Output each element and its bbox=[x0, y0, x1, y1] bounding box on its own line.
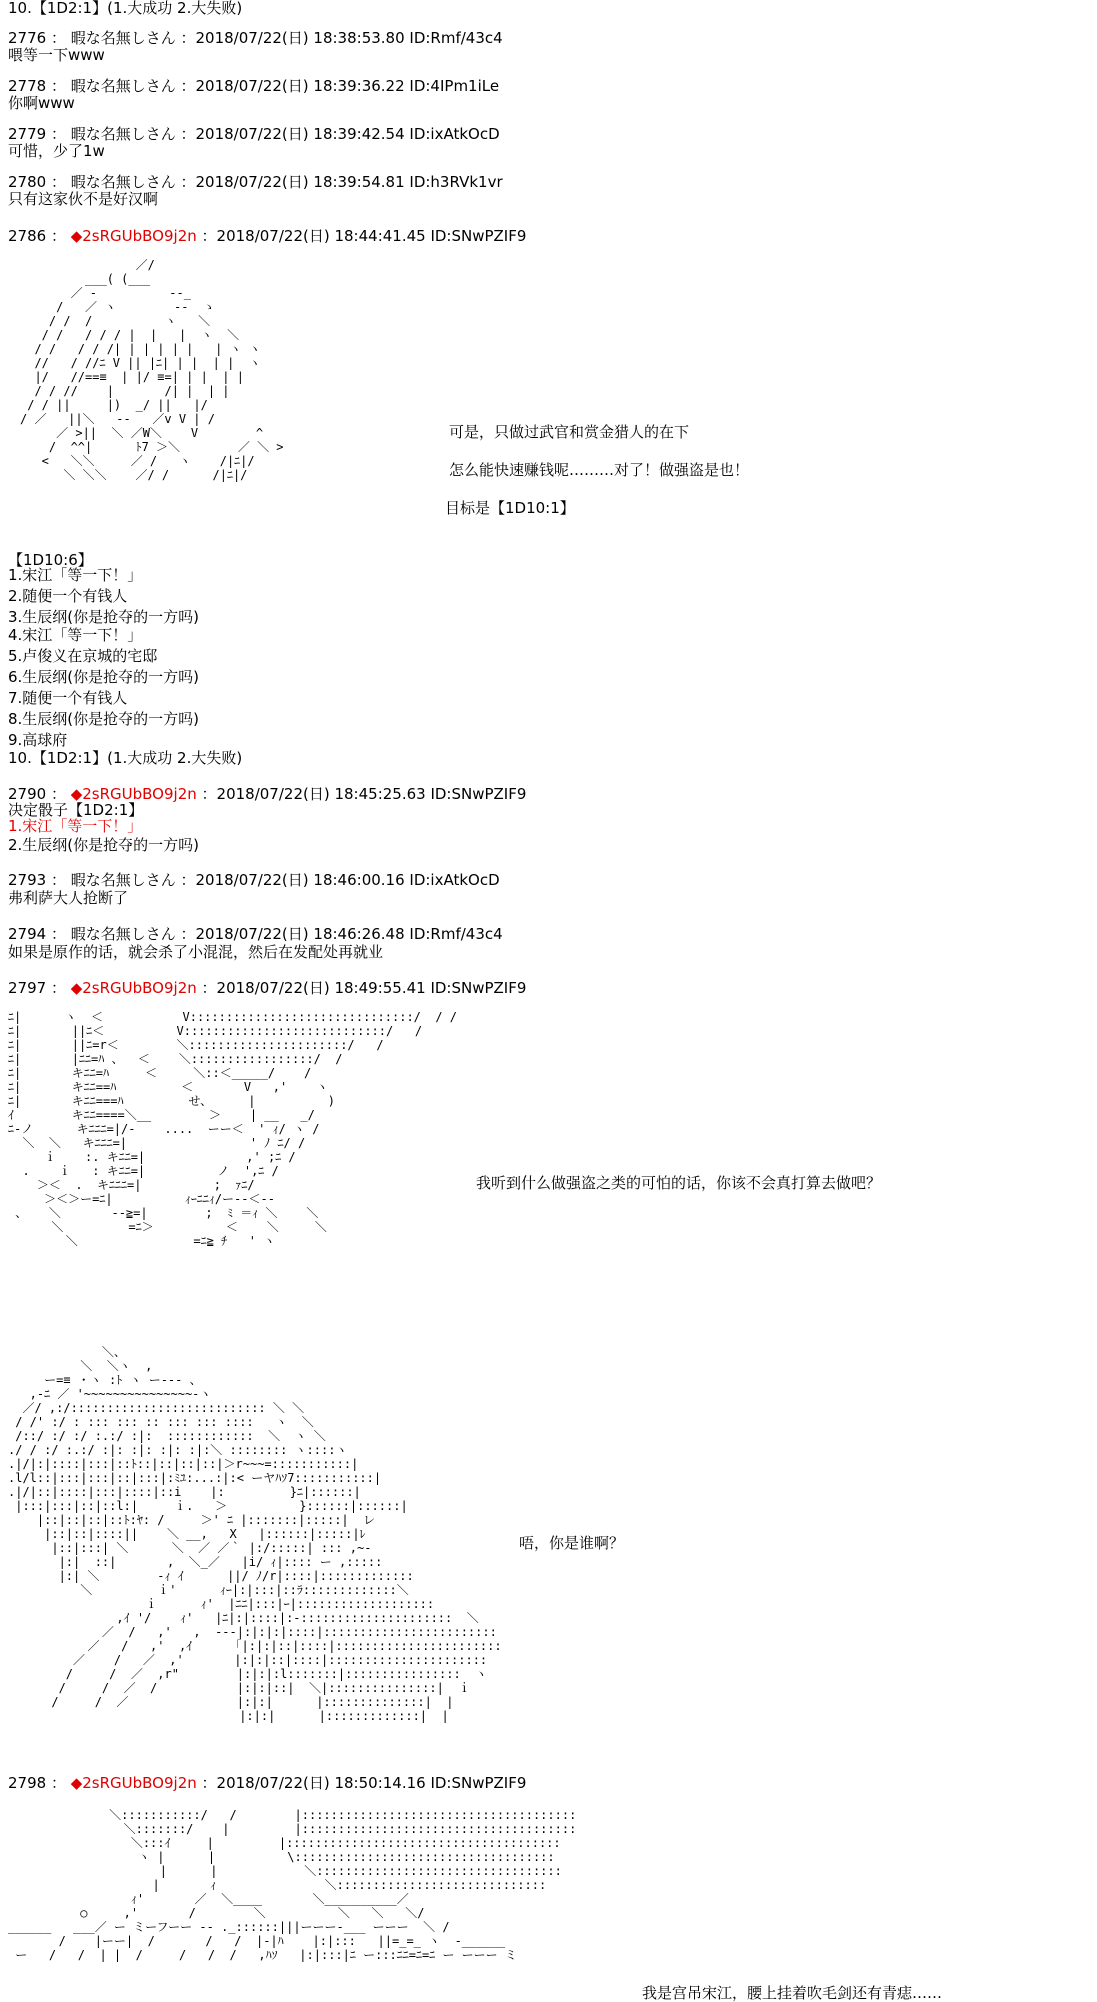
roll-list-item: 3.生辰纲(你是抢夺的一方吗) bbox=[8, 608, 200, 626]
post-header: 2793 ： 暇な名無しさん ：2018/07/22(日) 18:46:00.16 ID:ixAtkOcD bbox=[8, 871, 500, 889]
post-meta: ：2018/07/22(日) 18:49:55.41 ID:SNwPZIF9 bbox=[196, 979, 527, 997]
caption: 目标是【1D10:1】 bbox=[445, 499, 575, 517]
post-header-author bbox=[8, 228, 526, 245]
caption: 我是宫吊宋江，腰上挂着吹毛剑还有青痣…… bbox=[642, 1984, 943, 2002]
post-header: 2779 ： 暇な名無しさん ：2018/07/22(日) 18:39:42.54 ID:ixAtkOcD bbox=[8, 125, 500, 143]
roll-list-item: 9.高球府 bbox=[8, 731, 68, 749]
roll-list-item: 7.随便一个有钱人 bbox=[8, 689, 128, 707]
post-meta: ：2018/07/22(日) 18:44:41.45 ID:SNwPZIF9 bbox=[196, 227, 527, 245]
roll-list-item: 1.宋江「等一下！」 bbox=[8, 566, 143, 584]
ascii-art-character-3: ＼、 ＼ ＼ヽ , ー=≡ ・ヽ :ﾄ ヽ ー--- 、 ,-ﾆ ／ '~~~~~~~~~~~~~~~-ヽ ／/ ,:/::::::::::::::::::::::::::: ＼ ＼ / /' :/ : ::: ::: :: ::: ::: :::: ヽ ＼ /::/ :/ :/ :.:/ :|: :::::::::::: ＼ ヽ ＼ ./ / :/ :.:/ :|: :|: :|: :|:＼ :::::::: ヽ::::ヽ .|/|:|::::|:::|::ﾄ::|::|::|::|＞r~~~=:::::::::::| .l/l::|:::|:::|::|:::|:ﾐﾕ:...:|:< ーヤﾊｿ7:::::::::::| .|/|::|::::|:::|::::|::i |: }ﾆ|::::::| |:::|:::|::|::l:| ｉ. ＞ }::::::|::::::| |::|::|::|::ﾄ:ﾔ: / ＞' ﾆ |:::::::|:::::| レ |::|::|::::|| ＼ __, X |::::::|:::::|ﾚ |::|:::| ＼ ＼ ／ ／｀ |:/:::::| ::: ,~- |:| ::| , ＼_／ |i/ ｨ|:::: ー ,::::: |:| ＼ -ｨ ｲ ||/ ﾉ/r|::::|::::::::::::: ＼ ｉ' ｨｰ|:|:::|::ﾗ:::::::::::::＼ ｉ ｨ' |ﾆﾆ|:::|ｰ|::::::::::::::::::: ,ｲ '/ ｨ' |ﾆ|:|::::|:-::::::::::::::::::::: ＼ ／ / ,' , ---|:|:|:|::::|:::::::::::::::::::::::: ／ / ,' ,ｲ ｢|:|:|::|::::|::::::::::::::::::::::: ／ / ／ ,' |:|:|::|::::|:::::::::::::::::::::: / / ／ ,r" |:|:|:l:::::::|:::::::::::::::: ヽ / / ／ / |:|:|::| ＼|:::::::::::::::| ｉ / / ／ |:|:| |::::::::::::::| | |:|:| |:::::::::::::| | bbox=[8, 1345, 502, 1723]
author-trip[interactable]: ◆2sRGUbBO9j2n bbox=[70, 979, 197, 997]
roll-list-item: 6.生辰纲(你是抢夺的一方吗) bbox=[8, 668, 200, 686]
post-header: 2776 ： 暇な名無しさん ：2018/07/22(日) 18:38:53.80 ID:Rmf/43c4 bbox=[8, 29, 503, 47]
ascii-art-scene: ＼:::::::::::/ / |:::::::::::::::::::::::::::::::::::::: ＼:::::::/ | |:::::::::::::::::::::::::::::::::::::: ＼:::ｲ | |:::::::::::::::::::::::::::::::::::::: ヽ | | \:::::::::::::::::::::::::::::::::::: | | ＼:::::::::::::::::::::::::::::::::: | ｨ ＼::::::::::::::::::::::::::::: ｨ' ／ ＼____ ＼__________／ ○ ,' / ＼ ＼ ＼ ＼/ ______ ___／ ー ミーフーー -- ._::::::|||ーーー-___ ーーー ＼ / / |ーー| / / / |-|ﾊ |:|::: ||=_=_ ヽ -______ ー / / | | / / / / ,ﾊｿ |:|:::|ﾆ ー:::ﾆﾆ=ﾆ=ﾆ ー ーーー ミ bbox=[8, 1808, 577, 1962]
roll-list-item: 【1D10:6】 bbox=[8, 551, 93, 569]
post-number: 2786 ： bbox=[8, 227, 71, 245]
dice-line: 决定骰子【1D2:1】 bbox=[8, 801, 144, 819]
post-header: 2794 ： 暇な名無しさん ：2018/07/22(日) 18:46:26.48 ID:Rmf/43c4 bbox=[8, 925, 503, 943]
post-body: 你啊www bbox=[8, 94, 75, 112]
roll-list-item: 10.【1D2:1】(1.大成功 2.大失败) bbox=[8, 749, 243, 767]
roll-list-item: 5.卢俊义在京城的宅邸 bbox=[8, 647, 158, 665]
post-body: 可惜，少了1w bbox=[8, 142, 105, 160]
post-header-author bbox=[8, 980, 526, 997]
post-body: 如果是原作的话，就会杀了小混混，然后在发配处再就业 bbox=[8, 943, 384, 961]
post-meta: ：2018/07/22(日) 18:50:14.16 ID:SNwPZIF9 bbox=[196, 1774, 527, 1792]
post-body: 弗利萨大人抢断了 bbox=[8, 889, 129, 907]
caption: 可是，只做过武官和赏金猎人的在下 bbox=[449, 423, 690, 441]
ascii-art-character-2: ﾆ| ヽ ＜ V:::::::::::::::::::::::::::::::/ / / ﾆ| ||ﾆ＜ V::::::::::::::::::::::::::::/ / ﾆ| ||ﾆ=r＜ ＼::::::::::::::::::::::/ / ﾆ| |ﾆﾆ=ﾊ 、 ＜ ＼:::::::::::::::::/ / ﾆ| キﾆﾆ=ﾊ ＜ ＼::＜_____/ / ﾆ| キﾆﾆ==ﾊ ＜ V ,' ヽ ﾆ| キﾆﾆ===ﾊ せ、 | ) ｲ キﾆﾆ====＼__ ＞ | __ _/ ﾆ-ノ キﾆﾆﾆ=|/- .... ーー＜ ' ｨ/ ヽ / ＼ ＼ キﾆﾆﾆ=| ' ﾉ ﾆ/ / ｉ :. キﾆﾆ=| ,' ;ﾆ / . ｉ : キﾆﾆ=| ノ ',ﾆ / ＞＜ . キﾆﾆﾆ=| ; ｧﾆ/ ＞＜＞ー=ﾆ| ｨｰﾆﾆｨ/ー‐‐＜-- 、 ＼ --≧=| ; ﾐ ＝ｨ ＼ ＼ ＼ =ﾆ＞ ＜ ＼ ＼ ＼ =ﾆ≧ ﾁ ' ヽ bbox=[8, 1010, 458, 1248]
post-header: 2778 ： 暇な名無しさん ：2018/07/22(日) 18:39:36.22 ID:4IPm1iLe bbox=[8, 77, 500, 95]
caption: 唔，你是谁啊？ bbox=[519, 1534, 625, 1552]
post-meta: ：2018/07/22(日) 18:45:25.63 ID:SNwPZIF9 bbox=[196, 785, 527, 803]
author-trip[interactable]: ◆2sRGUbBO9j2n bbox=[70, 227, 197, 245]
caption: 我听到什么做强盗之类的可怕的话，你该不会真打算去做吧？ bbox=[476, 1174, 882, 1192]
post-body: 喂等一下www bbox=[8, 46, 105, 64]
roll-result-line: 10.【1D2:1】(1.大成功 2.大失败) bbox=[8, 0, 243, 17]
roll-list-item: 8.生辰纲(你是抢夺的一方吗) bbox=[8, 710, 200, 728]
post-number: 2797 ： bbox=[8, 979, 71, 997]
post-header-author bbox=[8, 1775, 526, 1792]
author-trip[interactable]: ◆2sRGUbBO9j2n bbox=[70, 1774, 197, 1792]
post-body: 只有这家伙不是好汉啊 bbox=[8, 190, 159, 208]
roll-list-item: 4.宋江「等一下！」 bbox=[8, 626, 143, 644]
roll-list-item: 2.随便一个有钱人 bbox=[8, 587, 128, 605]
post-header: 2780 ： 暇な名無しさん ：2018/07/22(日) 18:39:54.81 ID:h3RVk1vr bbox=[8, 173, 503, 191]
dice-option: 2.生辰纲(你是抢夺的一方吗) bbox=[8, 836, 200, 854]
author-trip[interactable]: ◆2sRGUbBO9j2n bbox=[70, 785, 197, 803]
dice-chosen-option: 1.宋江「等一下！」 bbox=[8, 817, 143, 835]
post-number: 2790 ： bbox=[8, 785, 71, 803]
caption: 怎么能快速赚钱呢………对了！做强盗是也！ bbox=[449, 461, 750, 479]
ascii-art-character-1: ／/ ___( (___ ／ - ‐‐_ / ／ ヽ ‐‐ ゝ / / / ヽ ＼ / / / / / | | | ヽ ＼ / / / / /| | | | | | | ヽ ヽ // / //ﾆ V || |ﾆ| | | | | ヽ |/ //==≡ | |/ ≡=| | | | | / / // | /| | | | / / || |) _/ || |/ / ／ ||＼ -- ／v V | / ／ >|| ＼ ／W＼ V ^ / ^^| ﾄ7 ＞＼ ／ ＼ > < ＼＼ ／ / ヽ /|ﾆ|/ ＼ ＼＼ ／/ / /|ﾆ|/ bbox=[20, 258, 284, 482]
post-number: 2798 ： bbox=[8, 1774, 71, 1792]
